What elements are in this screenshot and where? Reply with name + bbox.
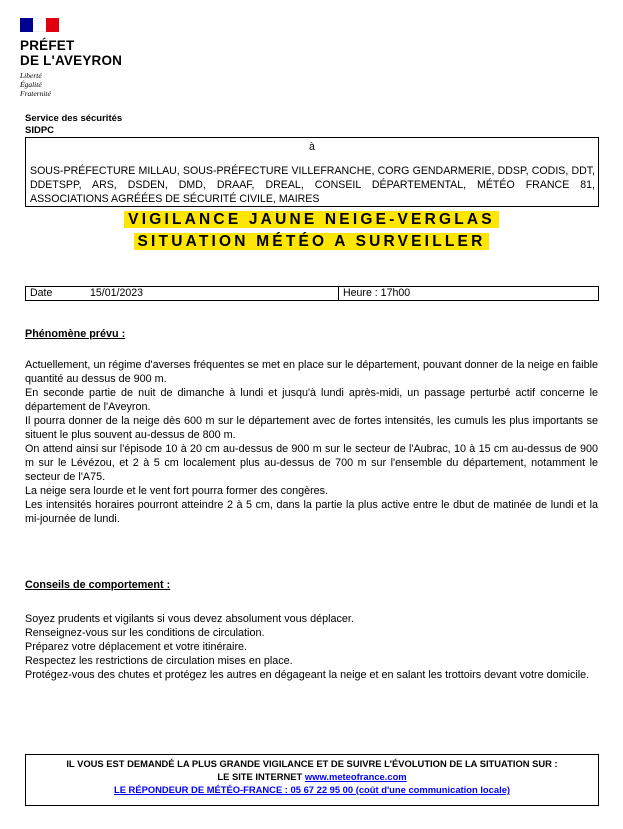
republic-motto: Liberté Égalité Fraternité: [20, 71, 51, 98]
vigilance-title: VIGILANCE JAUNE NEIGE-VERGLAS: [0, 210, 623, 230]
meteofrance-link[interactable]: www.meteofrance.com: [304, 771, 407, 782]
date-value: 15/01/2023: [90, 287, 144, 299]
vigilance-subtitle: SITUATION MÉTÉO A SURVEILLER: [0, 232, 623, 252]
recipients-to: à: [309, 141, 315, 153]
time-label: Heure : 17h00: [343, 287, 411, 299]
recipients-list: SOUS-PRÉFECTURE MILLAU, SOUS-PRÉFECTURE VILLEFRANCHE, CORG GENDARMERIE, DDSP, CODIS, DDT, DDETSPP, ARS, DSDEN, DMD, DRAAF, DREAL, CONSEIL DÉPARTEMENTAL, MÉTÉO FRANCE 81, ASSOCIATIONS AGRÉÉES DE SÉCURITÉ CIVILE, MAIRES: [30, 165, 595, 205]
service-name: Service des sécurités SIDPC: [25, 113, 123, 136]
advice-title: Conseils de comportement :: [25, 579, 171, 591]
footer-line-1: IL VOUS EST DEMANDÉ LA PLUS GRANDE VIGILANCE ET DE SUIVRE L'ÉVOLUTION DE LA SITUATION SUR :: [66, 758, 558, 769]
footer-notice: [25, 754, 599, 806]
footer-phone-line[interactable]: LE RÉPONDEUR DE MÉTÉO-FRANCE : 05 67 22 95 00 (coût d'une communication locale): [113, 784, 511, 795]
phenomenon-text: Actuellement, un régime d'averses fréquentes se met en place sur le département, pouvant donner de la neige en faible quantité au dessus de 900 m. En seconde partie de nuit de dimanche à lundi et jusqu'à lundi après-midi, un passage perturbé actif concerne le département de l'Aveyron. Il pourra donner de la neige dès 600 m sur le département avec de fortes intensités, les cumuls les plus importants se situent le plus souvent au-dessus de 800 m. On attend ainsi sur l'épisode 10 à 20 cm au-dessus de 900 m sur le secteur de l'Aubrac, 10 à 15 cm au-dessus de 900 m sur le Lévézou, et 2 à 5 cm localement plus au-dessus de 700 m sur l'ensemble du département, notamment le secteur de l'A75. La neige sera lourde et le vent fort pourra former des congères. Les intensités horaires pourront atteindre 2 à 5 cm, dans la partie la plus active entre le dbut de matinée de lundi et la mi-journée de lundi.: [25, 359, 598, 525]
phenomenon-title: Phénomène prévu :: [25, 328, 126, 340]
date-divider: [338, 287, 339, 300]
footer-line-2: LE SITE INTERNET www.meteofrance.com: [217, 771, 407, 782]
recipients-box: [25, 137, 599, 207]
prefecture-name: PRÉFET DE L'AVEYRON: [20, 38, 123, 68]
advice-text: Soyez prudents et vigilants si vous devez absolument vous déplacer. Renseignez-vous sur les conditions de circulation. Préparez votre déplacement et votre itinéraire. Respectez les restrictions de circulation mises en place. Protégez-vous des chutes et protégez les autres en dégageant la neige et en salant les trottoirs devant votre domicile.: [25, 613, 590, 681]
date-label: Date: [30, 287, 53, 299]
french-flag-logo: [20, 18, 59, 32]
date-time-box: [25, 286, 599, 301]
